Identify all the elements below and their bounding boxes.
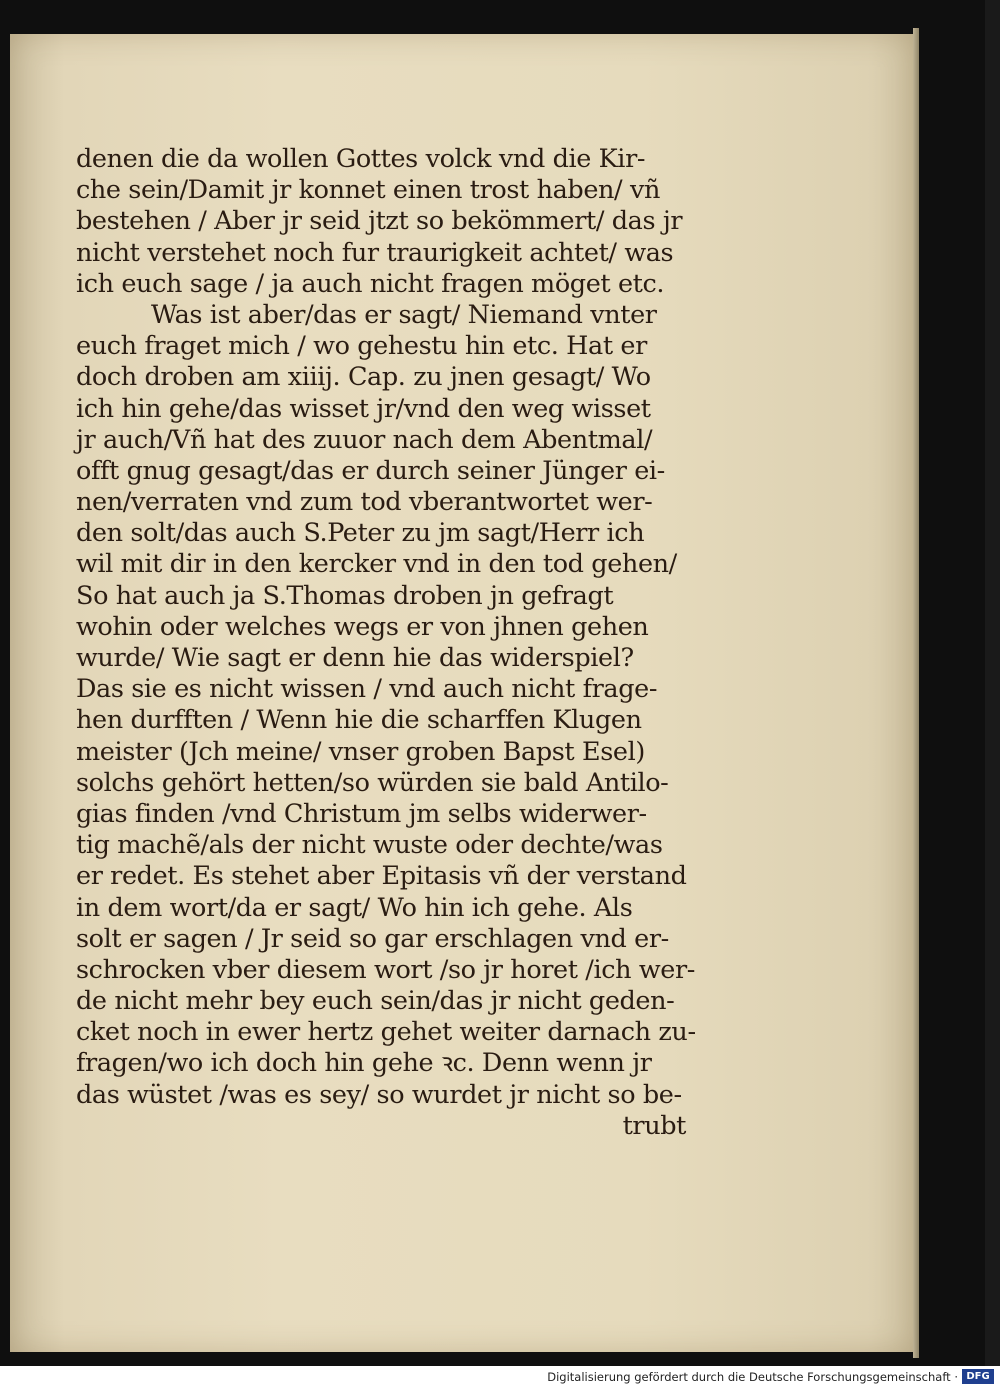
text-line: tig machẽ/als der nicht wuste oder dechte/was [76, 830, 663, 861]
text-line: Das sie es nicht wissen / vnd auch nicht frage- [76, 674, 658, 705]
text-line: gias finden /vnd Christum jm selbs widerwer- [76, 798, 647, 829]
text-line: offt gnug gesagt/das er durch seiner Jünger ei- [76, 455, 665, 486]
text-line: in dem wort/da er sagt/ Wo hin ich gehe. Als [76, 892, 633, 923]
text-line: de nicht mehr bey euch sein/das jr nicht geden- [76, 986, 675, 1017]
text-line: ich euch sage / ja auch nicht fragen möget etc. [76, 268, 665, 299]
text-line: meister (Jch meine/ vnser groben Bapst Esel) [76, 736, 645, 767]
footer-bar [0, 1366, 1000, 1389]
text-line: nicht verstehet noch fur traurigkeit achtet/ was [76, 237, 674, 268]
text-line: cket noch in ewer hertz gehet weiter darnach zu- [76, 1017, 696, 1048]
text-line: schrocken vber diesem wort /so jr horet /ich wer- [76, 954, 695, 985]
dfg-logo: DFG [962, 1369, 994, 1384]
text-line: denen die da wollen Gottes volck vnd die Kir- [76, 144, 646, 174]
page-text-block [76, 144, 716, 1142]
text-line: den solt/das auch S.Peter zu jm sagt/Herr ich [76, 518, 645, 549]
funding-credit: Digitalisierung gefördert durch die Deutsche Forschungsgemeinschaft · [547, 1370, 958, 1384]
catchword: trubt [622, 1110, 686, 1141]
text-line: er redet. Es stehet aber Epitasis vñ der verstand [76, 861, 687, 892]
text-line: hen durfften / Wenn hie die scharffen Klugen [76, 705, 642, 736]
text-line: doch droben am xiiij. Cap. zu jnen gesagt/ Wo [76, 362, 651, 393]
text-line: solchs gehört hetten/so würden sie bald Antilo- [76, 767, 669, 798]
text-line-paragraph-start: Was ist aber/das er sagt/ Niemand vnter [151, 299, 657, 330]
text-line: bestehen / Aber jr seid jtzt so bekömmert/ das jr [76, 206, 683, 237]
text-line: das wüstet /was es sey/ so wurdet jr nicht so be- [76, 1079, 682, 1110]
text-line: wurde/ Wie sagt er denn hie das widerspiel? [76, 643, 634, 673]
text-line: solt er sagen / Jr seid so gar erschlagen vnd er- [76, 923, 669, 954]
page-edge [913, 28, 919, 1358]
text-line: So hat auch ja S.Thomas droben jn gefragt [76, 580, 614, 611]
text-line: euch fraget mich / wo gehestu hin etc. Hat er [76, 331, 647, 362]
text-line: jr auch/Vñ hat des zuuor nach dem Abentmal/ [76, 424, 653, 455]
text-line: fragen/wo ich doch hin gehe ꝛc. Denn wenn jr [76, 1048, 652, 1079]
text-line: che sein/Damit jr konnet einen trost haben/ vñ [76, 175, 660, 206]
scanned-page [10, 34, 913, 1352]
text-line: ich hin gehe/das wisset jr/vnd den weg wisset [76, 393, 651, 424]
text-line: nen/verraten vnd zum tod vberantwortet wer- [76, 487, 653, 518]
text-line: wohin oder welches wegs er von jhnen gehen [76, 611, 649, 642]
text-line: wil mit dir in den kercker vnd in den tod gehen/ [76, 549, 677, 580]
